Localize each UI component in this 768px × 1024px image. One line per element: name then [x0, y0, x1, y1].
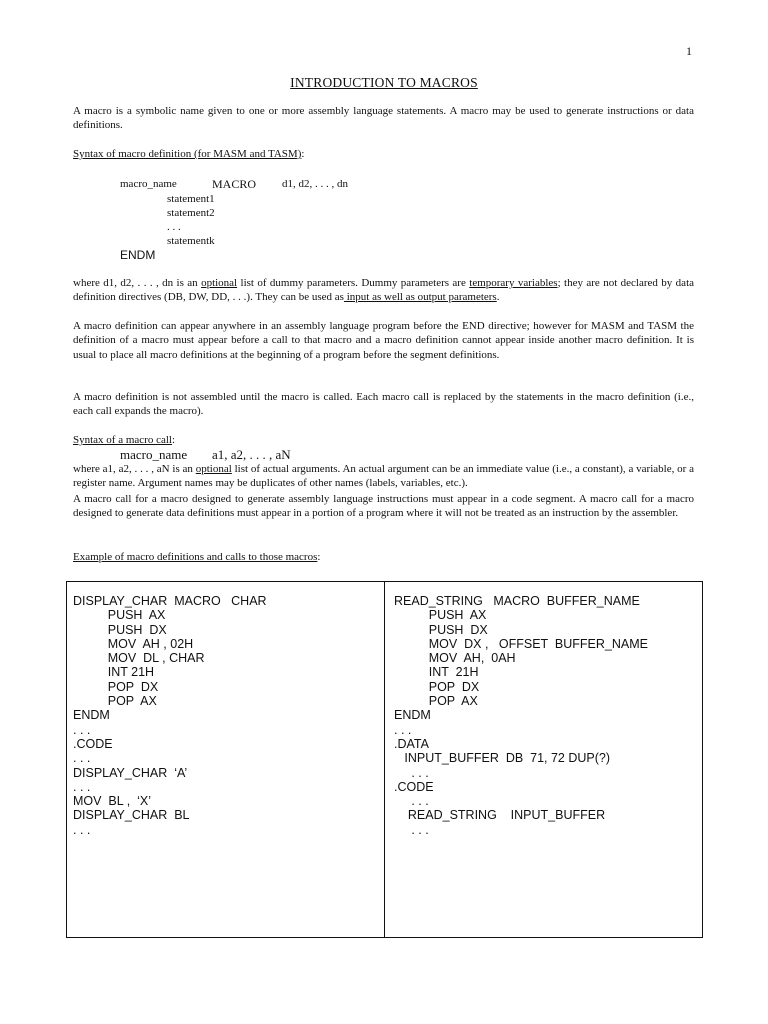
code-line: .DATA	[394, 736, 429, 751]
macro-name-label: macro_name	[120, 178, 177, 190]
code-line: MOV AH , 02H	[73, 636, 194, 651]
code-line: POP AX	[73, 694, 157, 709]
optional-underlined: optional	[195, 463, 232, 475]
code-line: PUSH DX	[73, 622, 167, 637]
example-column-divider	[384, 581, 385, 938]
code-line: . . .	[73, 722, 91, 737]
code-line: . . .	[73, 751, 91, 766]
text-span: list of actual arguments. An actual argument can be an immediate value (i.e., a constant), a variable, or a register name. Argument names may be duplicates of other names (labels, variables, etc.).	[73, 463, 694, 490]
syntax-call-heading-text: Syntax of a macro call	[73, 434, 172, 446]
text-span: where d1, d2, . . . , dn is an	[73, 277, 202, 289]
code-line: DISPLAY_CHAR MACRO CHAR	[73, 594, 267, 608]
statement-line: . . .	[167, 221, 181, 233]
code-line: INT 21H	[394, 665, 479, 680]
macro-call-syntax	[120, 447, 291, 463]
macro-params: d1, d2, . . . , dn	[282, 178, 348, 190]
optional-underlined: optional	[201, 277, 238, 289]
dummy-params-paragraph	[73, 276, 694, 305]
code-line: ENDM	[73, 708, 110, 723]
page-number: 1	[686, 44, 692, 58]
macro-keyword: MACRO	[212, 177, 257, 191]
code-line: DISPLAY_CHAR BL	[73, 808, 190, 823]
syntax-call-heading	[73, 433, 694, 447]
example-heading-colon: :	[317, 551, 321, 563]
statement-line: statement1	[167, 193, 215, 205]
placement-paragraph: A macro definition can appear anywhere in an assembly language program before the END directive; however for MASM and TASM the definition of a macro must appear before a call to that macro and a macro definition cannot appear inside another macro definition. It is usual to place all macro definitions at the beginning of a program before the segment definitions.	[73, 320, 694, 361]
code-line: . . .	[394, 794, 429, 809]
example-heading-text: Example of macro definitions and calls to those macros	[73, 551, 318, 563]
page-title: INTRODUCTION TO MACROS	[290, 75, 478, 90]
macro-call-name: macro_name	[120, 447, 188, 462]
code-line: MOV AH, 0AH	[394, 651, 516, 666]
code-line: . . .	[73, 779, 91, 794]
code-line: . . .	[73, 822, 91, 837]
code-line: MOV DL , CHAR	[73, 651, 205, 666]
code-line: MOV DX , OFFSET BUFFER_NAME	[394, 636, 648, 651]
code-line: MOV BL , ‘X’	[73, 794, 152, 809]
code-line: PUSH AX	[73, 608, 166, 623]
example-left-column	[73, 594, 267, 837]
macro-call-args: a1, a2, . . . , aN	[212, 447, 291, 462]
code-line: INPUT_BUFFER DB 71, 72 DUP(?)	[394, 751, 611, 766]
code-line: . . .	[394, 722, 412, 737]
code-line: DISPLAY_CHAR ‘A’	[73, 765, 188, 780]
statement-line: statement2	[167, 207, 215, 219]
arguments-paragraph	[73, 462, 694, 491]
syntax-definition-heading-colon: :	[301, 148, 305, 160]
code-line: POP DX	[394, 679, 480, 694]
code-line: .CODE	[394, 779, 434, 794]
statement-line: statementk	[167, 235, 215, 247]
code-line: READ_STRING MACRO BUFFER_NAME	[394, 594, 640, 608]
assembly-paragraph: A macro definition is not assembled until the macro is called. Each macro call is replaced by the statements in the macro definition (i.e., each call expands the macro).	[73, 391, 694, 418]
endm-keyword: ENDM	[120, 248, 156, 262]
syntax-definition-heading-text: Syntax of macro definition (for MASM and TASM)	[73, 148, 302, 160]
text-span: ; they are not declared by data definition directives (DB, DW, DD, . . .). They can be used as	[73, 277, 695, 304]
code-line: POP AX	[394, 694, 478, 709]
code-line: .CODE	[73, 736, 113, 751]
intro-paragraph: A macro is a symbolic name given to one or more assembly language statements. A macro may be used to generate instructions or data definitions.	[73, 105, 694, 132]
code-line: PUSH AX	[394, 608, 487, 623]
code-line: . . .	[394, 822, 429, 837]
code-line: . . .	[394, 765, 429, 780]
code-line: POP DX	[73, 679, 159, 694]
text-span: list of dummy parameters. Dummy parameters are	[237, 277, 470, 289]
text-span: .	[496, 291, 500, 304]
example-right-column	[394, 594, 648, 837]
temporary-variables-underlined: temporary variables	[469, 277, 558, 289]
example-heading	[73, 550, 694, 564]
call-location-paragraph: A macro call for a macro designed to generate assembly language instructions must appear in a code segment. A macro call for a macro designed to generate data definitions must appear in a portion of a program where it will not be treated as an instruction by the assembler.	[73, 493, 694, 520]
code-line: PUSH DX	[394, 622, 488, 637]
code-line: READ_STRING INPUT_BUFFER	[394, 808, 606, 823]
text-span: where a1, a2, . . . , aN is an	[73, 463, 196, 475]
code-line: INT 21H	[73, 665, 155, 680]
code-line: ENDM	[394, 708, 431, 723]
syntax-call-heading-colon: :	[171, 434, 176, 446]
io-params-underlined: input as well as output parameters	[343, 291, 497, 304]
syntax-definition-heading	[73, 147, 694, 161]
